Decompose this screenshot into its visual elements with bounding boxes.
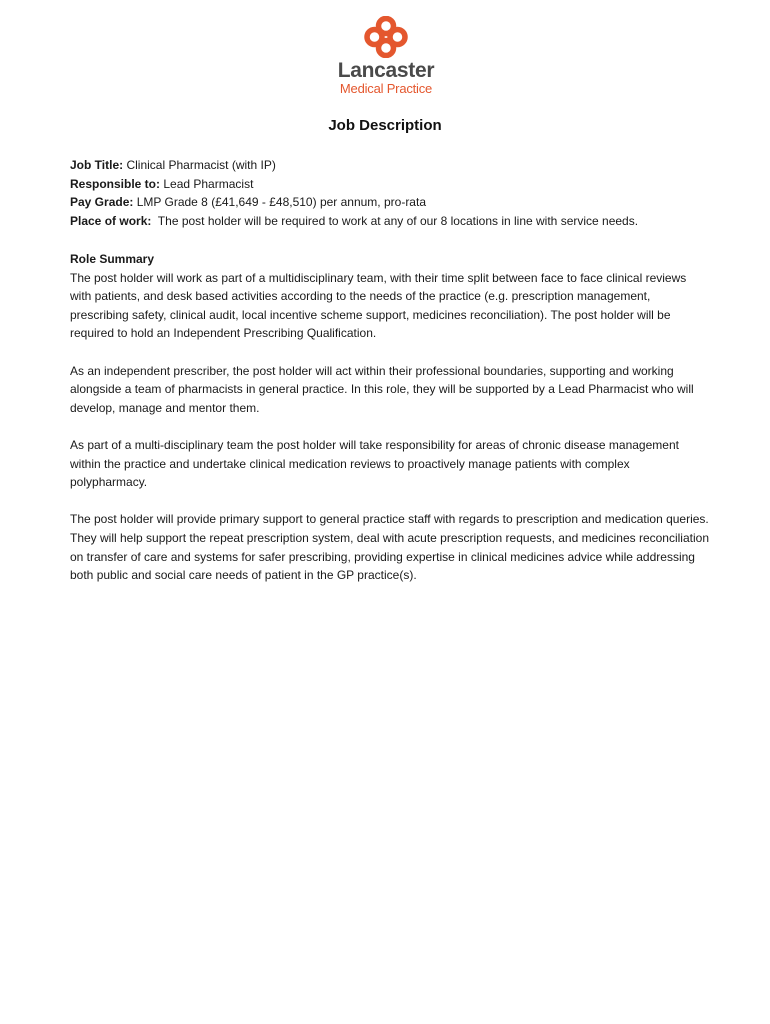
responsible-to-value: Lead Pharmacist [160,176,254,191]
role-summary-paragraph: As part of a multi-disciplinary team the post holder will take responsibility for areas of chronic disease management within the practice and undertake clinical medication reviews to proactively manage patients with complex polypharmacy. [70,437,679,490]
pay-grade-value: LMP Grade 8 (£41,649 - £48,510) per annum, pro-rata [133,195,426,210]
job-details [70,156,730,230]
place-of-work-value: The post holder will be required to work at any of our 8 locations in line with service needs. [151,213,639,228]
logo-name: Lancaster [337,59,435,82]
quatrefoil-logo-icon [363,16,409,58]
role-summary-section [70,250,710,603]
logo-subtitle: Medical Practice [339,81,433,96]
practice-logo [330,16,442,102]
role-summary-heading: Role Summary [70,252,155,266]
pay-grade-row [70,193,730,212]
responsible-to-label: Responsible to: [70,176,161,191]
job-title-label: Job Title: [70,158,124,172]
document-title: Job Description [328,117,442,134]
role-summary-paragraph: The post holder will work as part of a multidisciplinary team, with their time split between face to face clinical reviews with patients, and desk based activities according to the needs of the practice (e.g. prescription management, prescribing safety, clinical audit, local incentive scheme support, medicines reconciliation). The post holder will be required to hold an Independent Prescribing Qualification. [70,270,687,341]
place-of-work-row [70,212,730,231]
responsible-to-row [70,175,730,194]
job-title-value: Clinical Pharmacist (with IP) [123,158,276,172]
pay-grade-label: Pay Grade: [70,195,134,210]
role-summary-paragraph: As an independent prescriber, the post holder will act within their professional boundaries, supporting and working alongside a team of pharmacists in general practice. In this role, they will be supported by a Lead Pharmacist who will develop, manage and mentor them. [70,363,694,415]
role-summary-paragraph: The post holder will provide primary support to general practice staff with regards to prescription and medication queries. They will help support the repeat prescription system, deal with acute prescription requests, and medicines reconciliation on transfer of care and systems for safer prescribing, providing expertise in clinical medicines advice while addressing both public and social care needs of patient in the GP practice(s). [70,512,709,583]
place-of-work-label: Place of work: [70,213,152,228]
job-title-row [70,156,730,175]
